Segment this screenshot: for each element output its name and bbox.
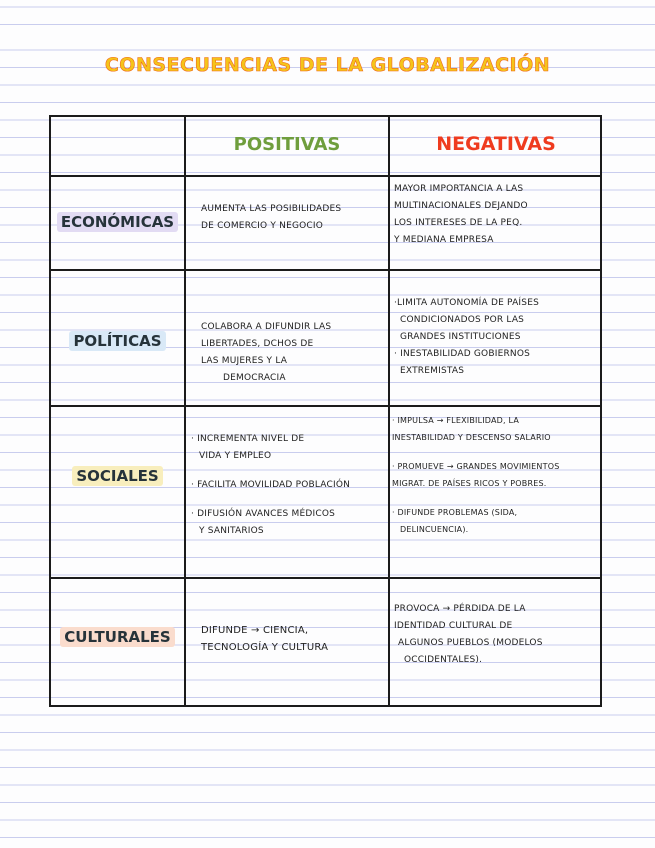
row-divider [51,175,600,177]
text-line: OCCIDENTALES). [404,655,483,665]
cell-culturales-positive [201,622,386,656]
cell-sociales-negative [392,412,604,538]
text-line: DE COMERCIO Y NEGOCIO [201,221,324,231]
text-line: Y MEDIANA EMPRESA [394,235,494,245]
text-line: · PROMUEVE → GRANDES MOVIMIENTOS [392,462,560,471]
text-line: MULTINACIONALES DEJANDO [394,201,528,211]
text-line: PROVOCA → PÉRDIDA DE LA [394,604,526,614]
row-label-text: POLÍTICAS [69,331,165,351]
column-divider [184,117,186,705]
text-line: COLABORA A DIFUNDIR LAS [201,322,332,332]
text-line: ALGUNOS PUEBLOS (MODELOS [398,638,543,648]
cell-politicas-positive [201,319,386,387]
row-label-politicas [51,332,184,350]
row-divider [51,269,600,271]
row-label-economicas [51,213,184,231]
text-line: LIBERTADES, DCHOS DE [201,339,314,349]
consequences-table [49,115,602,707]
column-divider [388,117,390,705]
header-positive: POSITIVAS [233,134,341,155]
text-line: · DIFUSIÓN AVANCES MÉDICOS [191,509,336,519]
text-line: VIDA Y EMPLEO [199,451,272,461]
text-line: · FACILITA MOVILIDAD POBLACIÓN [191,480,351,490]
cell-sociales-positive [191,431,386,540]
text-line: · INCREMENTA NIVEL DE [191,434,305,444]
text-line: INESTABILIDAD Y DESCENSO SALARIO [392,433,551,442]
text-line: DEMOCRACIA [223,373,286,383]
text-line: · DIFUNDE PROBLEMAS (SIDA, [392,508,518,517]
text-line: MIGRAT. DE PAÍSES RICOS Y POBRES. [392,479,547,488]
cell-economicas-positive [201,201,386,235]
text-line: CONDICIONADOS POR LAS [400,315,525,325]
text-line: DIFUNDE → CIENCIA, [201,625,309,636]
text-line: AUMENTA LAS POSIBILIDADES [201,204,342,214]
text-line: ·LIMITA AUTONOMÍA DE PAÍSES [394,298,539,308]
text-line: LOS INTERESES DE LA PEQ. [394,218,523,228]
text-line: MAYOR IMPORTANCIA A LAS [394,184,524,194]
header-negative: NEGATIVAS [436,133,556,155]
text-line: LAS MUJERES Y LA [201,356,288,366]
text-line: · IMPULSA → FLEXIBILIDAD, LA [392,416,520,425]
text-line: DELINCUENCIA). [400,525,469,534]
cell-economicas-negative [394,181,602,249]
text-line: Y SANITARIOS [199,526,264,536]
spacer [191,465,386,477]
spacer [392,446,604,458]
spacer [392,492,604,504]
cell-politicas-negative [394,295,602,380]
text-line: · INESTABILIDAD GOBIERNOS [394,349,531,359]
text-line: TECNOLOGÍA Y CULTURA [201,642,329,653]
row-label-text: SOCIALES [72,466,162,486]
row-label-culturales [51,628,184,646]
row-label-text: CULTURALES [60,627,174,647]
cell-culturales-negative [394,601,602,669]
row-divider [51,577,600,579]
header-empty-cell [51,117,184,175]
row-label-text: ECONÓMICAS [57,212,178,232]
text-line: IDENTIDAD CULTURAL DE [394,621,513,631]
text-line: EXTREMISTAS [400,366,465,376]
page-title: CONSECUENCIAS DE LA GLOBALIZACIÓN [104,54,551,76]
text-line: GRANDES INSTITUCIONES [400,332,521,342]
spacer [191,494,386,506]
row-divider [51,405,600,407]
row-label-sociales [51,467,184,485]
